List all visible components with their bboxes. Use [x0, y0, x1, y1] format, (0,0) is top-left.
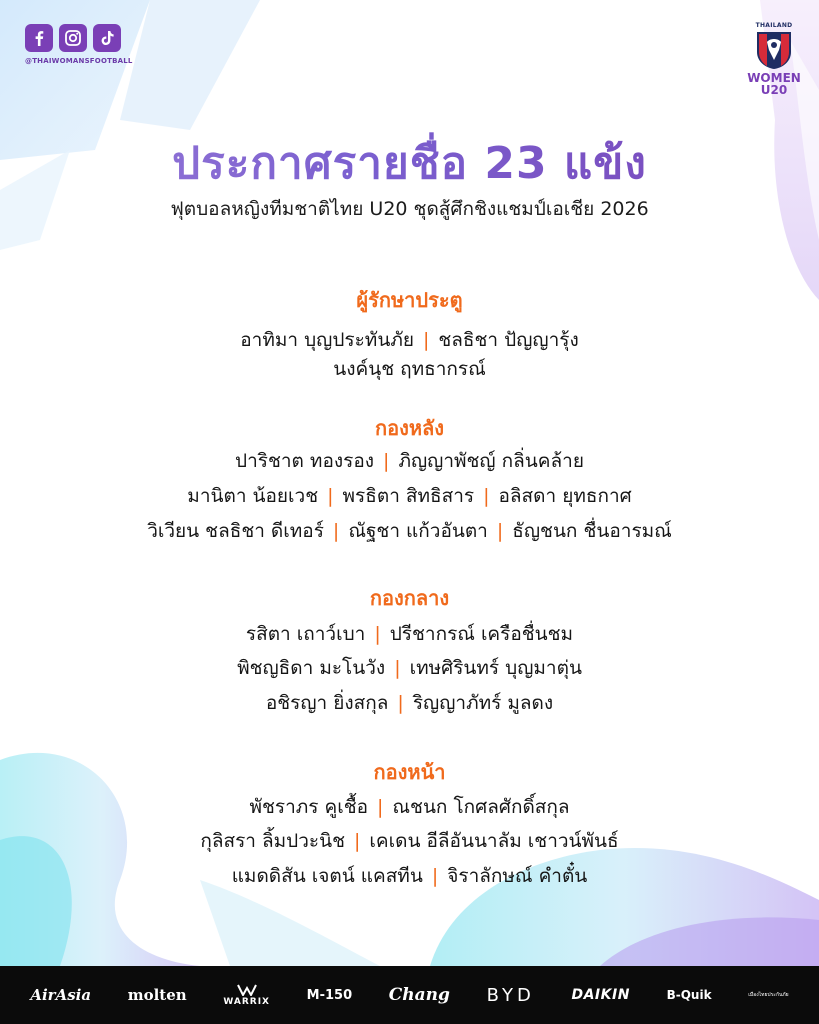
tiktok-icon[interactable] [93, 24, 121, 52]
separator: | [332, 520, 340, 542]
player-name: รสิตา เถาว์เบา [245, 623, 366, 645]
page-title: ประกาศรายชื่อ 23 แข้ง [0, 128, 819, 198]
player-name: ณัฐชา แก้วอันตา [348, 520, 488, 542]
player-name: วิเวียน ชลธิชา ดีเทอร์ [147, 520, 324, 542]
section-heading-forwards: กองหน้า [373, 760, 446, 784]
separator: | [496, 520, 504, 542]
team-logo [745, 22, 803, 96]
player-name: จิราลักษณ์ คำตั๋น [447, 865, 588, 887]
page-subtitle: ฟุตบอลหญิงทีมชาติไทย U20 ชุดสู้ศึกชิงแชมป์เอเชีย 2026 [170, 198, 649, 220]
separator: | [394, 657, 401, 679]
sponsor-warrix-label: WARRIX [223, 996, 270, 1007]
sponsor-daikin[interactable]: DAIKIN [571, 987, 630, 1003]
separator: | [431, 865, 439, 887]
player-name: กุลิสรา ลิ้มปวะนิช [200, 830, 346, 852]
sponsor-molten[interactable]: molten [127, 986, 187, 1004]
player-name: นงค์นุช ฤทธากรณ์ [333, 358, 486, 380]
player-name: เทษศิรินทร์ บุญมาตุ่น [409, 657, 582, 679]
player-name: อชิรญา ยิ่งสกุล [265, 692, 389, 714]
player-name: ปาริชาต ทองรอง [235, 450, 375, 472]
logo-country: THAILAND [755, 22, 793, 29]
player-name: ภิญญาพัชญ์ กลิ่นคล้าย [398, 450, 584, 472]
roster-row [0, 325, 819, 355]
roster-row [0, 653, 819, 683]
player-name: เคเดน อีลีอันนาลัม เชาวน์พันธ์ [369, 830, 619, 852]
roster-row [0, 619, 819, 649]
separator: | [383, 450, 390, 472]
warrix-logo-icon [237, 984, 257, 996]
player-name: ธัญชนก ชื่นอารมณ์ [512, 520, 672, 542]
separator: | [374, 623, 381, 645]
logo-u20: U20 [760, 83, 788, 97]
sponsor-muangthai-insurance[interactable]: เมืองไทยประกันภัย [748, 992, 789, 998]
roster-row [0, 826, 819, 856]
logo-women: WOMEN [747, 71, 801, 85]
roster-row [0, 861, 819, 891]
roster-row [0, 354, 819, 384]
social-icons [25, 24, 121, 52]
separator: | [354, 830, 361, 852]
sponsor-airasia[interactable]: AirAsia [30, 986, 92, 1004]
sponsor-warrix[interactable] [223, 984, 270, 1007]
sponsor-m150[interactable]: M-150 [306, 987, 353, 1003]
player-name: อลิสดา ยุทธกาศ [498, 485, 632, 507]
roster-row [0, 792, 819, 822]
roster-row [0, 446, 819, 476]
player-name: พิชญธิดา มะโนวัง [237, 657, 386, 679]
section-heading-defenders: กองหลัง [374, 416, 445, 440]
facebook-icon[interactable] [25, 24, 53, 52]
section-heading-goalkeepers: ผู้รักษาประตู [356, 288, 463, 312]
section-heading-midfielders: กองกลาง [369, 586, 450, 610]
separator: | [422, 329, 430, 351]
separator: | [377, 796, 384, 818]
separator: | [327, 485, 334, 507]
sponsor-bar [0, 966, 819, 1024]
roster-row [0, 481, 819, 511]
player-name: พัชราภร คูเชื้อ [249, 796, 369, 818]
social-handle: @THAIWOMANSFOOTBALL [25, 57, 133, 65]
roster-row [0, 516, 819, 546]
player-name: ปรีชากรณ์ เครือชื่นชม [389, 623, 574, 645]
player-name: ณชนก โกศลศักดิ์สกุล [392, 796, 570, 818]
sponsor-byd[interactable]: BYD [486, 984, 535, 1006]
crest-icon [755, 30, 793, 70]
player-name: มานิตา น้อยเวช [187, 485, 319, 507]
separator: | [483, 485, 490, 507]
roster-row [0, 688, 819, 718]
player-name: ริญญาภัทร์ มูลดง [412, 692, 554, 714]
instagram-icon[interactable] [59, 24, 87, 52]
separator: | [397, 692, 404, 714]
player-name: ชลธิชา ปัญญารุ้ง [438, 329, 579, 351]
player-name: อาทิมา บุญประทันภัย [240, 329, 414, 351]
sponsor-bquik[interactable]: B-Quik [666, 988, 712, 1002]
player-name: พรธิตา สิทธิสาร [342, 485, 475, 507]
player-name: แมดดิสัน เจตน์ แคสทีน [231, 865, 423, 887]
sponsor-chang[interactable]: Chang [388, 985, 450, 1005]
